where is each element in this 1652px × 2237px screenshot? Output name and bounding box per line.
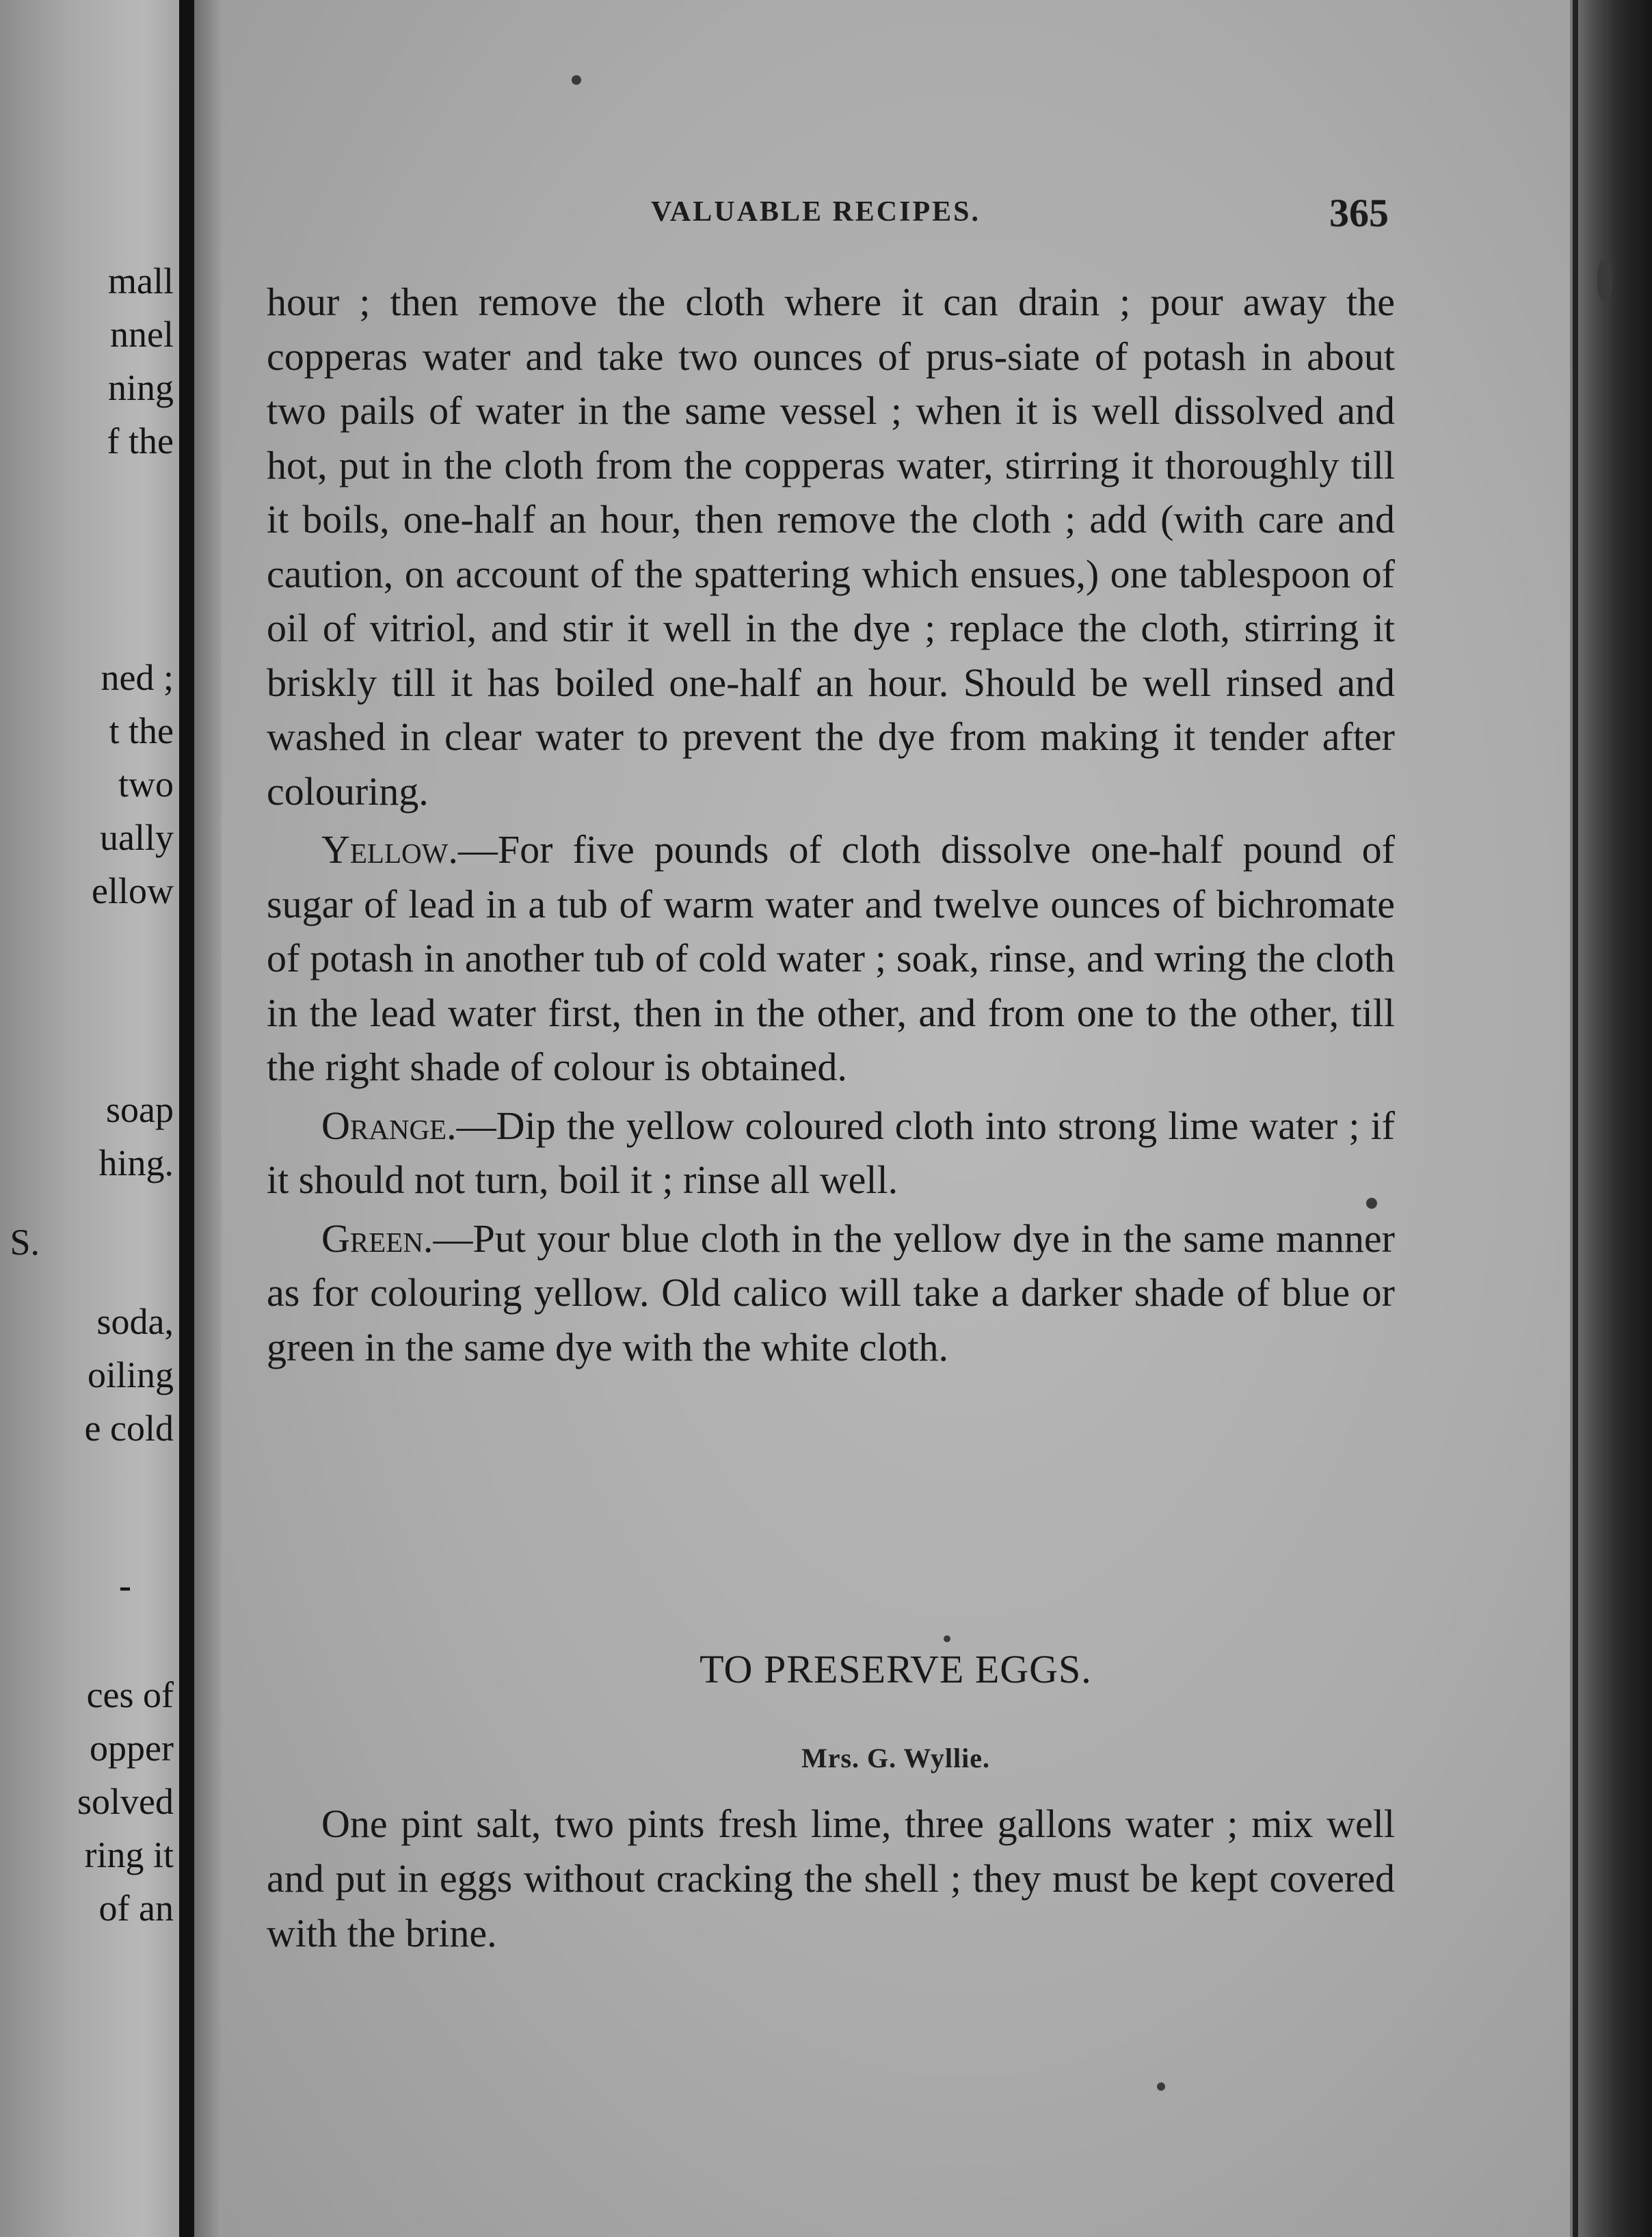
scan-speck <box>1157 2082 1165 2091</box>
book-page-edges <box>1570 0 1652 2237</box>
left-page-fragment: nnel <box>110 314 174 355</box>
section-title: TO PRESERVE EGGS. <box>700 1647 1092 1691</box>
left-page-fragment: of an <box>98 1888 174 1929</box>
left-page-fragment: ning <box>107 367 174 408</box>
left-page-fragment: ually <box>100 817 174 858</box>
recipe-text-green: —Put your blue cloth in the yellow dye in the same manner as for colouring yellow. Old calico will take a darker shade of blue or green in the same dye with the white cloth. <box>267 1216 1395 1369</box>
paragraph-eggs: One pint salt, two pints fresh lime, three gallons water ; mix well and put in eggs without cracking the shell ; they must be kept covered with the brine. <box>267 1801 1395 1955</box>
page-header <box>0 191 1652 237</box>
left-page-fragment: ces of <box>86 1674 174 1715</box>
paragraph-blue-dye-continued: hour ; then remove the cloth where it can drain ; pour away the copperas water and take two ounces of prus-siate of potash in about two pails of water in the same vessel ; when it is well dissolved and hot, put in the cloth from the copperas water, stirring it thoroughly till it boils, one-half an hour, then remove the cloth ; add (with care and caution, on account of the spattering which ensues,) one tablespoon of oil of vitriol, and stir it well in the dye ; replace the cloth, stirring it briskly till it has boiled one-half an hour. Should be well rinsed and washed in clear water to prevent the dye from making it tender after colouring. <box>267 280 1395 814</box>
paragraph-green <box>267 1211 1395 1375</box>
scan-speck <box>572 75 581 85</box>
left-page-fragment: - <box>119 1565 131 1606</box>
recipe-attribution: Mrs. G. Wyllie. <box>801 1743 991 1773</box>
page-edge-line <box>1573 0 1578 2237</box>
left-page-fragment: two <box>118 764 174 805</box>
recipe-label-orange: Orange. <box>321 1103 457 1148</box>
left-page-fragment: f the <box>107 420 174 461</box>
left-page-fragment: oiling <box>87 1354 174 1395</box>
left-page-fragment: solved <box>77 1781 174 1822</box>
left-page-fragment: ned ; <box>101 657 174 698</box>
recipe-body-eggs <box>267 1797 1395 1961</box>
left-page-fragment: soda, <box>96 1301 174 1342</box>
recipe-label-yellow: Yellow. <box>321 827 458 872</box>
left-page-fragment: e cold <box>84 1408 174 1449</box>
left-facing-page <box>0 0 179 2237</box>
left-page-fragment: ellow <box>92 870 174 911</box>
left-page-fragment: hing. <box>98 1142 174 1183</box>
left-page-fragment: S. <box>10 1222 40 1263</box>
gutter-shadow <box>194 0 222 2237</box>
recipe-text-yellow: —For five pounds of cloth dissolve one-half pound of sugar of lead in a tub of warm water and twelve ounces of bichromate of potash in another tub of cold water ; soak, rinse, and wring the cloth in the lead water first, then in the other, and from one to the other, till the right shade of colour is obtained. <box>267 827 1395 1089</box>
left-page-fragment: opper <box>90 1728 174 1769</box>
page-number: 365 <box>1329 191 1389 235</box>
scan-speck <box>944 1635 950 1642</box>
book-gutter <box>179 0 194 2237</box>
scan-speck <box>1597 260 1612 301</box>
recipe-label-green: Green. <box>321 1216 434 1261</box>
left-page-fragment: ring it <box>84 1834 174 1875</box>
paragraph-orange <box>267 1099 1395 1207</box>
paragraph-yellow <box>267 822 1395 1095</box>
running-head: VALUABLE RECIPES. <box>651 196 981 228</box>
left-page-fragment: soap <box>106 1089 174 1130</box>
recipe-body <box>267 275 1395 1374</box>
recipe-text-orange: —Dip the yellow coloured cloth into strong lime water ; if it should not turn, boil it ; rinse all well. <box>267 1103 1395 1202</box>
left-page-fragment: mall <box>108 260 174 302</box>
left-page-fragment: t the <box>109 710 174 751</box>
